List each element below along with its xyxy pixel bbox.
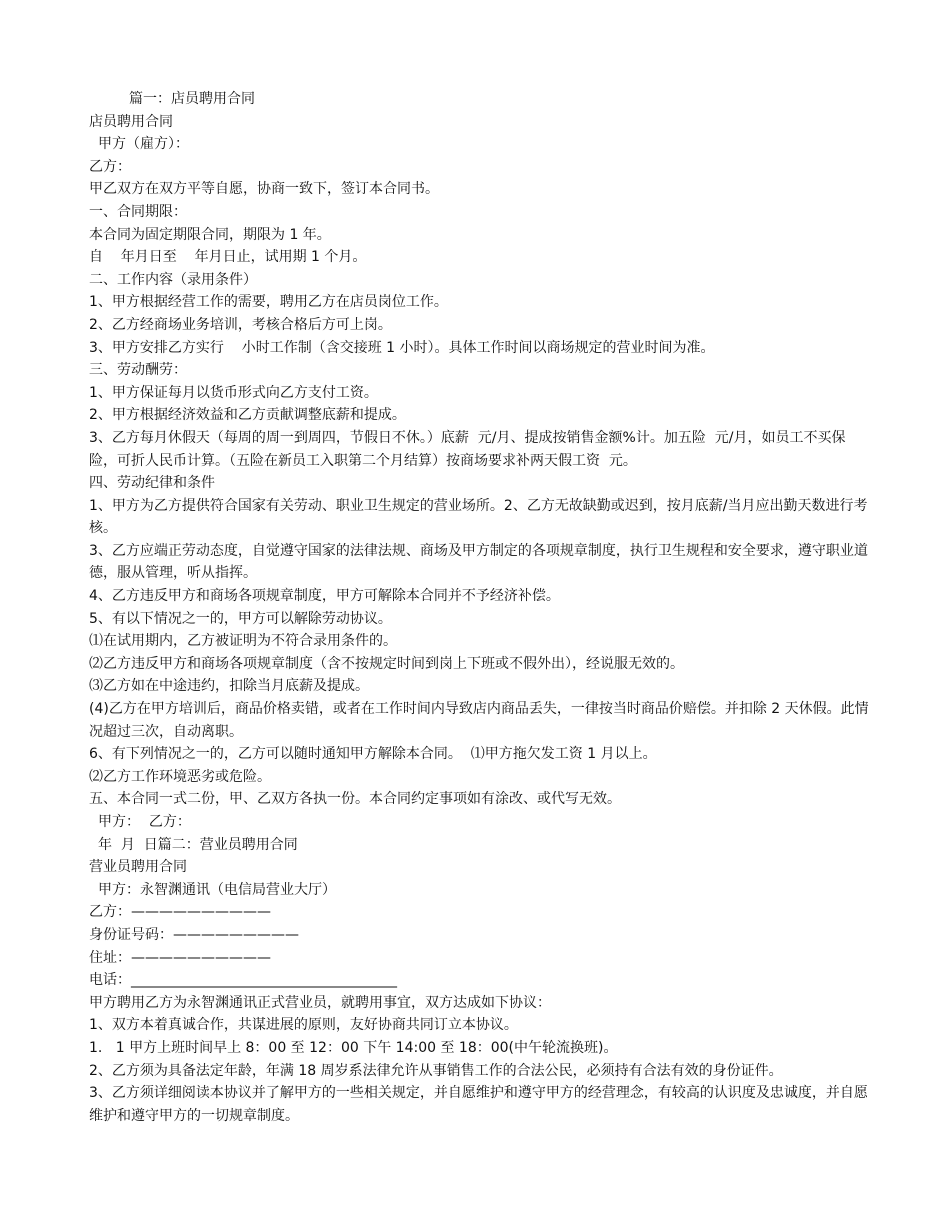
party-b-field: 乙方：—————————— <box>89 904 271 921</box>
party-b-line: 乙方： <box>89 158 131 175</box>
paragraph: 三、劳动酬劳： <box>89 362 187 379</box>
date-and-heading-2: 年 月 日篇二：营业员聘用合同 <box>98 836 298 853</box>
paragraph: 3、乙方须详细阅读本协议并了解甲方的一些相关规定，并自愿维护和遵守甲方的经营理念，有较高的认识度及忠诚度，并自愿维护和遵守甲方的一切规章制度。 <box>89 1085 868 1124</box>
paragraph: ⑴在试用期内，乙方被证明为不符合录用条件的。 <box>89 633 397 650</box>
paragraph: 一、合同期限： <box>89 203 187 220</box>
paragraph: 1. 1 甲方上班时间早上 8：00 至 12：00 下午 14:00 至 18：00(中午轮流换班)。 <box>89 1039 618 1056</box>
id-number-field: 身份证号码：————————— <box>89 926 299 943</box>
paragraph: 6、有下列情况之一的，乙方可以随时通知甲方解除本合同。 ⑴甲方拖欠发工资 1 月以上。 <box>89 746 657 763</box>
paragraph: 3、乙方应端正劳动态度，自觉遵守国家的法律法规、商场及甲方制定的各项规章制度，执行卫生规程和安全要求，遵守职业道德，服从管理，听从指挥。 <box>89 542 868 582</box>
paragraph: (4)乙方在甲方培训后，商品价格卖错，或者在工作时间内导致店内商品丢失，一律按当时商品价赔偿。并扣除 2 天休假。此情况超过三次，自动离职。 <box>89 701 869 740</box>
paragraph: 甲乙双方在双方平等自愿，协商一致下，签订本合同书。 <box>89 181 439 198</box>
paragraph: 3、甲方安排乙方实行 小时工作制（含交接班 1 小时）。具体工作时间以商场规定的营业时间为准。 <box>89 339 715 356</box>
paragraph: 甲方聘用乙方为永智渊通讯正式营业员，就聘用事宜，双方达成如下协议： <box>89 994 551 1011</box>
contract-title-1: 店员聘用合同 <box>89 113 173 130</box>
paragraph: 5、有以下情况之一的，甲方可以解除劳动协议。 <box>89 610 392 627</box>
paragraph: 五、本合同一式二份，甲、乙双方各执一份。本合同约定事项如有涂改、或代写无效。 <box>89 791 621 808</box>
paragraph: ⑵乙方违反甲方和商场各项规章制度（含不按规定时间到岗上下班或不假外出），经说服无效的。 <box>89 655 684 672</box>
paragraph: ⑶乙方如在中途违约，扣除当月底薪及提成。 <box>89 678 369 695</box>
paragraph: 2、乙方经商场业务培训，考核合格后方可上岗。 <box>89 316 392 333</box>
paragraph: ⑵乙方工作环境恶劣或危险。 <box>89 768 271 785</box>
paragraph: 2、乙方须为具备法定年龄，年满 18 周岁系法律允许从事销售工作的合法公民，必须持有合法有效的身份证件。 <box>89 1062 783 1079</box>
section-heading-1: 篇一：店员聘用合同 <box>129 91 255 107</box>
paragraph: 本合同为固定期限合同，期限为 1 年。 <box>89 226 331 243</box>
party-a-line-2: 甲方：永智渊通讯（电信局营业大厅） <box>98 881 336 898</box>
paragraph: 1、甲方保证每月以货币形式向乙方支付工资。 <box>89 384 378 401</box>
document-body <box>89 88 870 1127</box>
paragraph: 3、乙方每月休假天（每周的周一到周四，节假日不休。）底薪 元/月、提成按销售金额%计。加五险 元/月，如员工不买保险，可折人民币计算。（五险在新员工入职第二个月结算）按商场要求补两天假工资 元。 <box>89 429 846 469</box>
phone-field: 电话：______________________________________ <box>89 972 397 989</box>
paragraph: 四、劳动纪律和条件 <box>89 475 215 492</box>
paragraph: 1、甲方为乙方提供符合国家有关劳动、职业卫生规定的营业场所。2、乙方无故缺勤或迟到，按月底薪/当月应出勤天数进行考核。 <box>89 497 868 537</box>
paragraph: 1、双方本着真诚合作，共谋进展的原则，友好协商共同订立本协议。 <box>89 1017 518 1034</box>
party-a-line: 甲方（雇方）： <box>98 136 189 153</box>
paragraph: 自 年月日至 年月日止，试用期 1 个月。 <box>89 249 367 266</box>
signature-line: 甲方： 乙方： <box>98 814 191 830</box>
paragraph: 二、工作内容（录用条件） <box>89 271 257 288</box>
paragraph: 2、甲方根据经济效益和乙方贡献调整底薪和提成。 <box>89 407 406 424</box>
address-field: 住址：—————————— <box>89 949 271 966</box>
paragraph: 1、甲方根据经营工作的需要，聘用乙方在店员岗位工作。 <box>89 294 448 311</box>
contract-title-2: 营业员聘用合同 <box>89 859 187 876</box>
paragraph: 4、乙方违反甲方和商场各项规章制度，甲方可解除本合同并不予经济补偿。 <box>89 588 560 605</box>
